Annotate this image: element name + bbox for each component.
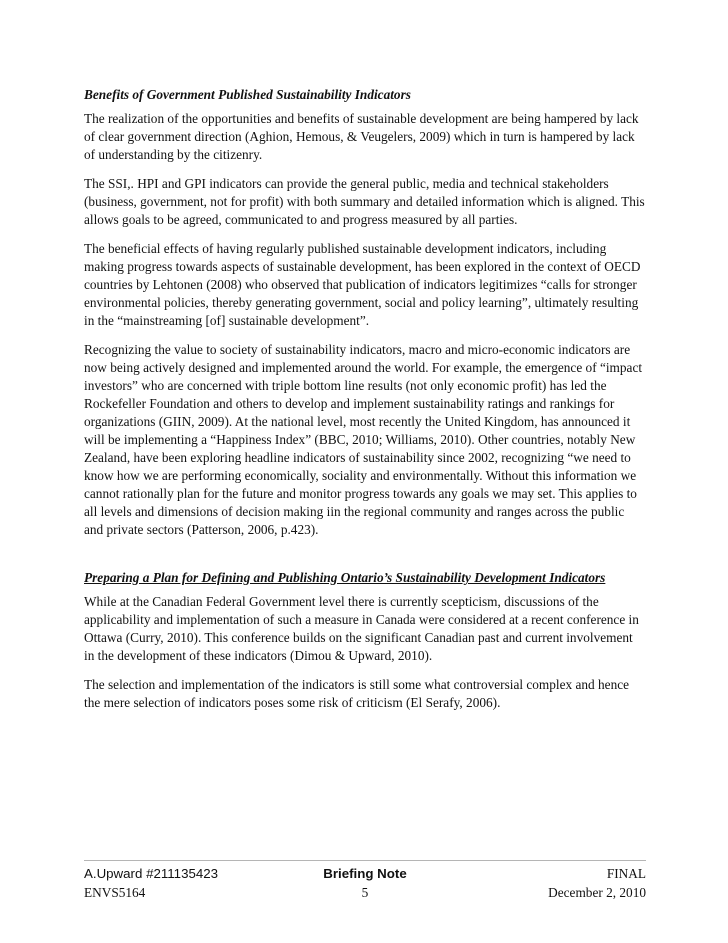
footer-row-bottom <box>84 885 646 904</box>
footer-divider <box>84 860 646 861</box>
footer-page-number: 5 <box>361 885 369 900</box>
footer-row-top <box>84 866 646 885</box>
paragraph: Recognizing the value to society of sustainability indicators, macro and micro-economic indicators are now being actively designed and implemented around the world. For example, the emergence of “impact investors” who are concerned with triple bottom line results (not only economic profit) has led the Rockefeller Foundation and others to develop and implement sustainability ratings and rankings for organizations (GIIN, 2009). At the national level, most recently the United Kingdom, has announced it will be implementing a “Happiness Index” (BBC, 2010; Williams, 2010). Other countries, notably New Zealand, have been exploring headline indicators of sustainability since 2002, recognizing “we need to know how we are performing economically, sociality and environmentally. Without this information we cannot rationally plan for the future and monitor progress towards any goals we may set. This applies to all levels and dimensions of decision making iin the regional community and ranges across the public and private sectors (Patterson, 2006, p.423). <box>84 342 643 537</box>
footer-status: FINAL <box>606 866 646 881</box>
footer-course: ENVS5164 <box>84 885 146 900</box>
section-heading-plan: Preparing a Plan for Defining and Publishing Ontario’s Sustainability Development Indicators <box>84 570 606 585</box>
paragraph: The SSI,. HPI and GPI indicators can provide the general public, media and technical stakeholders (business, government, not for profit) with both summary and detailed information which is aligned. This allows goals to be agreed, communicated to and progress measured by all parties. <box>84 176 645 227</box>
footer-date: December 2, 2010 <box>548 885 646 900</box>
page-body <box>84 86 646 723</box>
paragraph: The realization of the opportunities and benefits of sustainable development are being hampered by lack of clear government direction (Aghion, Hemous, & Veugelers, 2009) which in turn is hampered by lack of understanding by the citizenry. <box>84 111 639 162</box>
page-footer <box>84 866 646 906</box>
paragraph: The selection and implementation of the indicators is still some what controversial complex and hence the mere selection of indicators poses some risk of criticism (El Serafy, 2006). <box>84 677 630 710</box>
paragraph: The beneficial effects of having regularly published sustainable development indicators, including making progress towards aspects of sustainable development, has been explored in the context of OECD countries by Lehtonen (2008) who observed that publication of indicators legitimizes “calls for stronger environmental policies, thereby generating government, social and policy learning”, ultimately resulting in the “mainstreaming [of] sustainable development”. <box>84 241 641 328</box>
section-heading-benefits: Benefits of Government Published Sustainability Indicators <box>84 87 411 102</box>
paragraph: While at the Canadian Federal Government level there is currently scepticism, discussions of the applicability and implementation of such a measure in Canada were considered at a recent conference in Ottawa (Curry, 2010). This conference builds on the significant Canadian past and current involvement in the development of these indicators (Dimou & Upward, 2010). <box>84 594 639 663</box>
footer-author: A.Upward #211135423 <box>84 866 219 881</box>
footer-doc-type: Briefing Note <box>323 866 407 881</box>
